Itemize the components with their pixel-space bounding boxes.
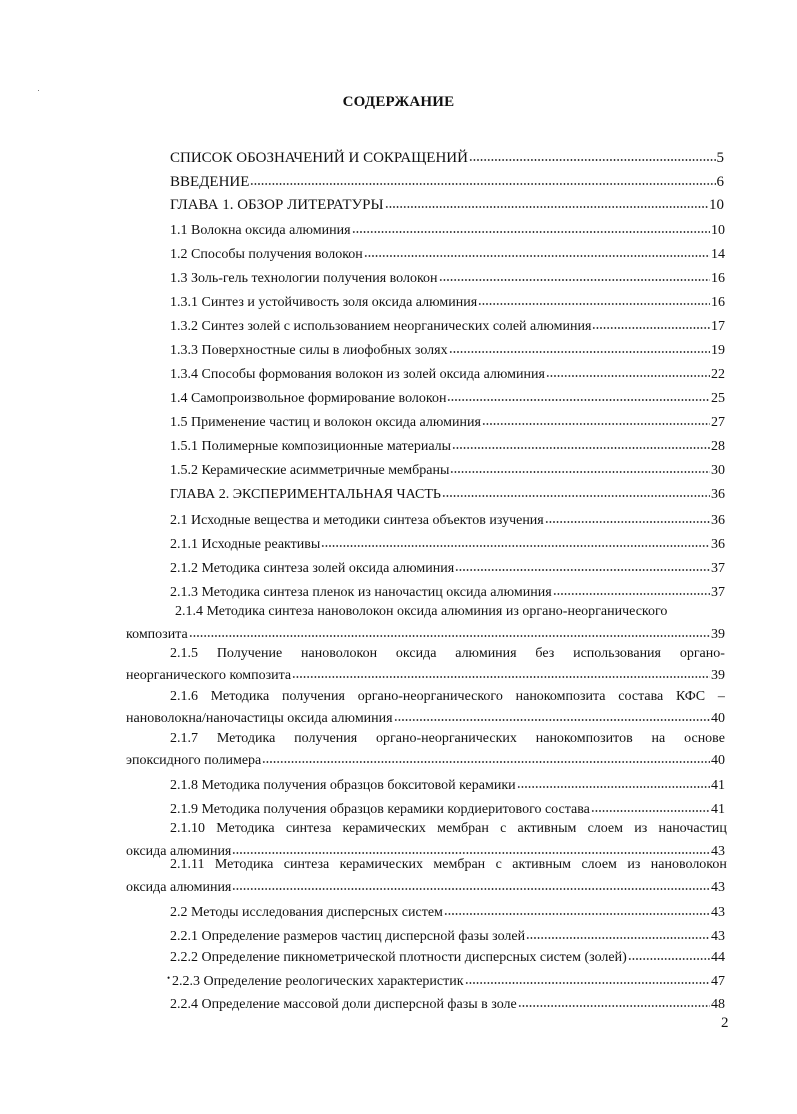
dot-leader [518, 992, 710, 1008]
toc-entry-title: 2.2.1 Определение размеров частиц дисперсной фазы золей [170, 929, 526, 944]
toc-entry[interactable] [170, 314, 725, 335]
toc-entry-page: 43 [711, 929, 725, 944]
toc-entry-title: 1.4 Самопроизвольное формирование волокон [170, 391, 447, 406]
word: слоем [581, 857, 617, 872]
dot-leader [526, 924, 710, 940]
dot-leader [628, 945, 710, 961]
toc-entry-title: 2.1.1 Исходные реактивы [170, 537, 321, 552]
toc-entry-page: 43 [711, 844, 725, 859]
toc-entry-title: 1.5 Применение частиц и волокон оксида алюминия [170, 415, 481, 430]
dot-leader [352, 218, 710, 234]
toc-entry[interactable] [170, 992, 725, 1013]
word: Методика [216, 821, 275, 836]
word: 2.1.7 [170, 731, 198, 746]
toc-entry-title: СПИСОК ОБОЗНАЧЕНИЙ И СОКРАЩЕНИЙ [170, 150, 468, 166]
word: нановолокон [301, 646, 378, 661]
word: керамических [339, 857, 423, 872]
word: слоем [587, 821, 624, 836]
word: мембран [437, 821, 489, 836]
word: Получение [216, 646, 283, 661]
page-number: 2 [721, 1015, 729, 1031]
dot-leader [478, 290, 710, 306]
toc-entry[interactable] [170, 338, 725, 359]
word: 2.1.5 [170, 646, 198, 661]
toc-entry[interactable] [170, 434, 725, 455]
dot-leader [189, 622, 710, 638]
toc-entry-page: 14 [711, 247, 725, 262]
dot-leader [262, 748, 710, 764]
dot-leader [439, 266, 710, 282]
toc-entry-page: 44 [711, 950, 725, 965]
word: органо- [679, 646, 725, 661]
word: керамических [342, 821, 426, 836]
toc-entry[interactable] [170, 242, 725, 263]
toc-entry[interactable] [170, 193, 724, 213]
dot-leader [553, 580, 710, 596]
toc-entry-page: 48 [711, 997, 725, 1012]
toc-entry-title: 1.1 Волокна оксида алюминия [170, 223, 351, 238]
word: получения [294, 731, 358, 746]
word: – [717, 689, 725, 704]
toc-entry[interactable] [126, 875, 725, 896]
toc-entry-page: 43 [711, 880, 725, 895]
toc-entry-page: 39 [711, 627, 725, 642]
word: алюминия [455, 646, 517, 661]
toc-entry[interactable] [170, 580, 725, 601]
toc-entry-page: 41 [711, 802, 725, 817]
dot-leader [449, 338, 710, 354]
toc-entry-page: 40 [711, 711, 725, 726]
toc-entry-title: 1.3 Золь-гель технологии получения волокон [170, 271, 438, 286]
dot-leader [394, 706, 710, 722]
word: 2.1.10 [170, 821, 205, 836]
word: Методика [216, 731, 276, 746]
toc-entry-title: эпоксидного полимера [126, 753, 262, 768]
word: из [634, 821, 648, 836]
toc-entry-page: 25 [711, 391, 725, 406]
toc-entry[interactable] [170, 773, 725, 794]
word: на [651, 731, 666, 746]
toc-entry-title: неорганического композита [126, 668, 292, 683]
toc-entry[interactable] [170, 362, 725, 383]
dot-leader [469, 146, 716, 162]
toc-entry-title: 2.1.8 Методика получения образцов бокситовой керамики [170, 778, 516, 793]
word: органо-неорганических [376, 731, 517, 746]
dot-leader [364, 242, 710, 258]
page-title: СОДЕРЖАНИЕ [342, 94, 455, 110]
toc-entry-first-line[interactable] [170, 731, 725, 747]
toc-entry-page: 16 [711, 271, 725, 286]
word: активным [512, 857, 572, 872]
toc-entry-page: 27 [711, 415, 725, 430]
toc-entry-title: 1.5.1 Полимерные композиционные материалы [170, 439, 452, 454]
toc-entry-title: нановолокна/наночастицы оксида алюминия [126, 711, 393, 726]
toc-entry-title: 2.2.3 Определение реологических характеристик [172, 974, 464, 989]
toc-entry-page: 37 [711, 561, 725, 576]
toc-entry-title: композита [126, 627, 188, 642]
toc-entry[interactable] [170, 170, 724, 190]
toc-entry[interactable] [126, 622, 725, 643]
dot-leader [517, 773, 710, 789]
word: получения [282, 689, 345, 704]
word: с [500, 821, 507, 836]
word: основе [684, 731, 725, 746]
dot-leader [232, 875, 710, 891]
toc-entry[interactable] [170, 218, 725, 239]
word: синтеза [283, 857, 330, 872]
toc-entry-title: 2.1.9 Методика получения образцов керамики кордиеритового состава [170, 802, 590, 817]
toc-entry[interactable] [126, 748, 725, 769]
word: с [495, 857, 502, 872]
word: использования [573, 646, 661, 661]
toc-entry-first-line[interactable] [170, 689, 725, 705]
dot-leader [546, 362, 710, 378]
toc-entry-title: 1.3.4 Способы формования волокон из золей оксида алюминия [170, 367, 545, 382]
toc-entry[interactable] [170, 900, 725, 921]
dot-leader [545, 508, 710, 524]
dot-leader [385, 193, 708, 209]
toc-entry-first-line[interactable] [170, 646, 725, 662]
toc-entry[interactable] [170, 532, 725, 553]
toc-entry[interactable] [170, 556, 725, 577]
toc-entry-title: оксида алюминия [126, 844, 232, 859]
toc-entry[interactable] [170, 945, 725, 966]
toc-entry[interactable] [126, 706, 725, 727]
word: оксида [395, 646, 437, 661]
toc-entry-page: 10 [709, 197, 724, 213]
word: без [535, 646, 555, 661]
toc-entry[interactable] [170, 266, 725, 287]
toc-entry[interactable] [170, 797, 725, 818]
stray-mark: • [167, 973, 171, 983]
word: активным [517, 821, 577, 836]
toc-entry-page: 28 [711, 439, 725, 454]
dot-leader [442, 482, 710, 498]
toc-entry-title: 1.5.2 Керамические асимметричные мембраны [170, 463, 450, 478]
toc-entry-page: 37 [711, 585, 725, 600]
toc-entry-title: 2.2.4 Определение массовой доли дисперсной фазы в золе [170, 997, 517, 1012]
toc-entry-title: 2.2.2 Определение пикнометрической плотности дисперсных систем (золей) [170, 950, 627, 965]
word: мембран [433, 857, 486, 872]
toc-entry-page: 10 [711, 223, 725, 238]
word: нанокомпозита [515, 689, 606, 704]
dot-leader [450, 458, 710, 474]
word: из [627, 857, 641, 872]
toc-entry-title: ВВЕДЕНИЕ [170, 174, 250, 190]
toc-entry-page: 36 [711, 487, 725, 502]
word: состава [618, 689, 664, 704]
word: нанокомпозитов [535, 731, 633, 746]
toc-entry-title: 2.1.3 Методика синтеза пленок из наночастиц оксида алюминия [170, 585, 552, 600]
toc-entry[interactable] [172, 969, 725, 990]
toc-entry-title: 2.1 Исходные вещества и методики синтеза объектов изучения [170, 513, 544, 528]
toc-entry[interactable] [170, 290, 725, 311]
toc-entry-first-line[interactable] [170, 821, 727, 837]
toc-entry-page: 5 [716, 150, 724, 166]
word: наночастиц [658, 821, 727, 836]
toc-entry-title: 1.3.3 Поверхностные силы в лиофобных золях [170, 343, 448, 358]
toc-entry-page: 36 [711, 513, 725, 528]
toc-entry-title: ГЛАВА 2. ЭКСПЕРИМЕНТАЛЬНАЯ ЧАСТЬ [170, 487, 441, 502]
toc-entry-page: 39 [711, 668, 725, 683]
word: синтеза [285, 821, 332, 836]
toc-entry-page: 43 [711, 905, 725, 920]
toc-entry[interactable] [126, 663, 725, 684]
toc-entry-title: 2.1.2 Методика синтеза золей оксида алюминия [170, 561, 455, 576]
toc-entry-first-line[interactable] [170, 857, 727, 873]
dot-leader [592, 314, 710, 330]
word: органо-неорганического [357, 689, 503, 704]
word: нановолокон [650, 857, 727, 872]
word: КФС [676, 689, 706, 704]
dot-leader [444, 900, 710, 916]
toc-entry-title: 1.2 Способы получения волокон [170, 247, 363, 262]
dot-leader [232, 839, 710, 855]
toc-entry-title: оксида алюминия [126, 880, 232, 895]
word: Методика [214, 857, 274, 872]
dot-leader [591, 797, 710, 813]
toc-entry[interactable] [170, 458, 725, 479]
toc-entry[interactable] [170, 410, 725, 431]
dot-leader [292, 663, 710, 679]
scan-speck [38, 90, 39, 91]
toc-entry-page: 19 [711, 343, 725, 358]
word: 2.1.11 [170, 857, 205, 872]
word: Методика [210, 689, 270, 704]
dot-leader [321, 532, 710, 548]
toc-entry-page: 30 [711, 463, 725, 478]
toc-entry-page: 40 [711, 753, 725, 768]
toc-entry-first-line[interactable]: 2.1.4 Методика синтеза нановолокон оксида алюминия из органо-неорганического [175, 604, 668, 619]
toc-entry-page: 17 [711, 319, 725, 334]
dot-leader [455, 556, 710, 572]
toc-entry[interactable] [170, 146, 724, 166]
toc-entry-page: 22 [711, 367, 725, 382]
word: 2.1.6 [170, 689, 198, 704]
dot-leader [250, 170, 715, 186]
toc-entry-page: 16 [711, 295, 725, 310]
toc-entry[interactable] [170, 386, 725, 407]
dot-leader [452, 434, 710, 450]
toc-entry[interactable] [170, 924, 725, 945]
toc-entry-page: 36 [711, 537, 725, 552]
toc-entry-page: 41 [711, 778, 725, 793]
toc-entry-page: 47 [711, 974, 725, 989]
dot-leader [482, 410, 710, 426]
dot-leader [447, 386, 710, 402]
toc-entry-title: 2.2 Методы исследования дисперсных систем [170, 905, 443, 920]
toc-entry-title: ГЛАВА 1. ОБЗОР ЛИТЕРАТУРЫ [170, 197, 384, 213]
toc-entry[interactable] [170, 482, 725, 503]
toc-entry-page: 6 [716, 174, 724, 190]
toc-entry[interactable] [170, 508, 725, 529]
dot-leader [465, 969, 710, 985]
toc-entry-title: 1.3.1 Синтез и устойчивость золя оксида алюминия [170, 295, 478, 310]
toc-entry-title: 1.3.2 Синтез золей с использованием неорганических солей алюминия [170, 319, 592, 334]
